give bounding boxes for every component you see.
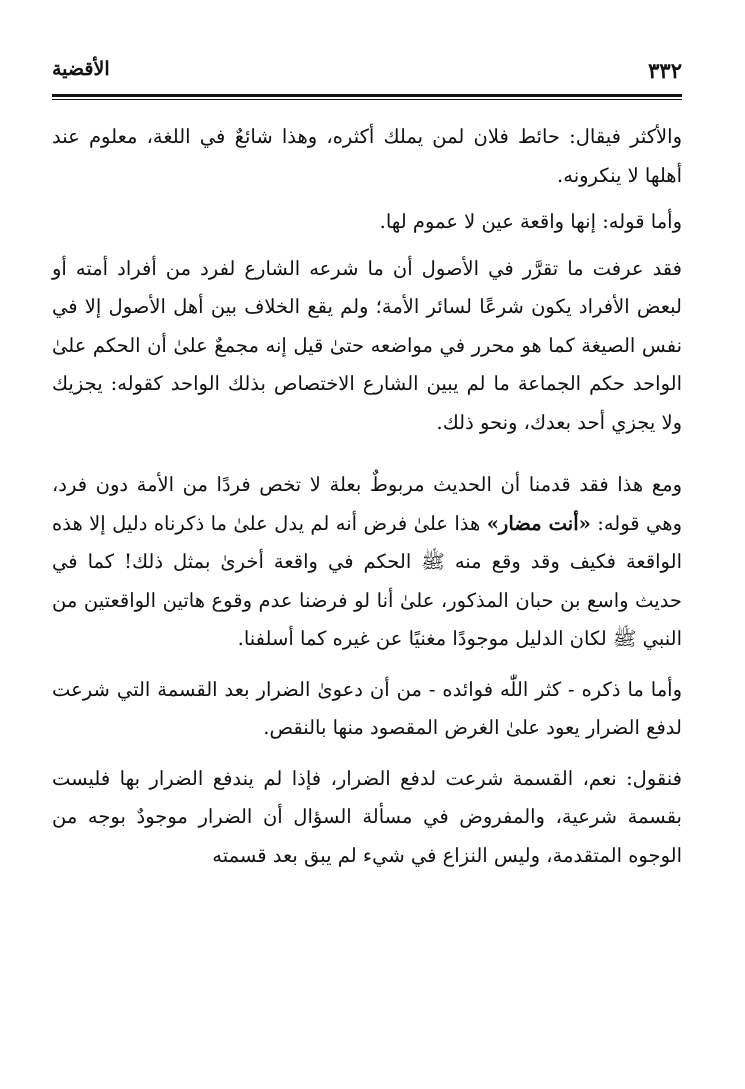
running-title: الأقضية	[52, 58, 110, 80]
paragraph-4-after: هذا علىٰ فرض أنه لم يدل علىٰ ما ذكرناه دليل إلا هذه الواقعة فكيف وقد وقع منه ﷺ الحكم في واقعة أخرىٰ بمثل ذلك! كما في حديث واسع بن حبان المذكور، علىٰ أنا لو فرضنا عدم وقوع هاتين الواقعتين من النبي ﷺ لكان الدليل موجودًا مغنيًا عن غيره كما أسلفنا.	[52, 511, 682, 650]
page-number: ٣٣٢	[648, 58, 682, 83]
header-rule-thin	[52, 99, 682, 100]
paragraph-2: وأما قوله: إنها واقعة عين لا عموم لها.	[379, 210, 682, 233]
paragraph-4-before: ومع هذا فقد قدمنا أن الحديث مربوطٌ بعلة لا تخص فردًا من الأمة دون فرد، وهي قوله:	[52, 473, 682, 535]
paragraph-3: فقد عرفت ما تقرَّر في الأصول أن ما شرعه الشارع لفرد من أفراد أمته أو لبعض الأفراد يكون شرعًا لسائر الأمة؛ ولم يقع الخلاف بين أهل الأصول إلا في نفس الصيغة كما هو محرر في مواضعه حتىٰ قيل إنه مجمعٌ علىٰ أن الحكم علىٰ الواحد حكم الجماعة ما لم يبين الشارع الاختصاص بذلك الواحد كقوله: يجزيك ولا يجزي أحد بعدك، ونحو ذلك.	[52, 256, 682, 434]
hadith-quote: «أنت مضار»	[486, 511, 591, 535]
page-header	[52, 58, 682, 88]
paragraph-1: والأكثر فيقال: حائط فلان لمن يملك أكثره، وهذا شائعٌ في اللغة، معلوم عند أهلها لا ينكرونه.	[52, 125, 682, 187]
header-rule-thick	[52, 94, 682, 97]
paragraph-5: وأما ما ذكره - كثر اللّٰه فوائده - من أن دعوىٰ الضرار بعد القسمة التي شرعت لدفع الضرار يعود علىٰ الغرض المقصود منها بالنقص.	[52, 677, 682, 739]
body-text	[52, 118, 682, 875]
paragraph-6: فنقول: نعم، القسمة شرعت لدفع الضرار، فإذا لم يندفع الضرار بها فليست بقسمة شرعية، والمفروض في مسألة السؤال أن الضرار موجودٌ بوجه من الوجوه المتقدمة، وليس النزاع في شيء لم يبق بعد قسمته	[52, 766, 682, 867]
paragraph-4	[52, 466, 682, 659]
